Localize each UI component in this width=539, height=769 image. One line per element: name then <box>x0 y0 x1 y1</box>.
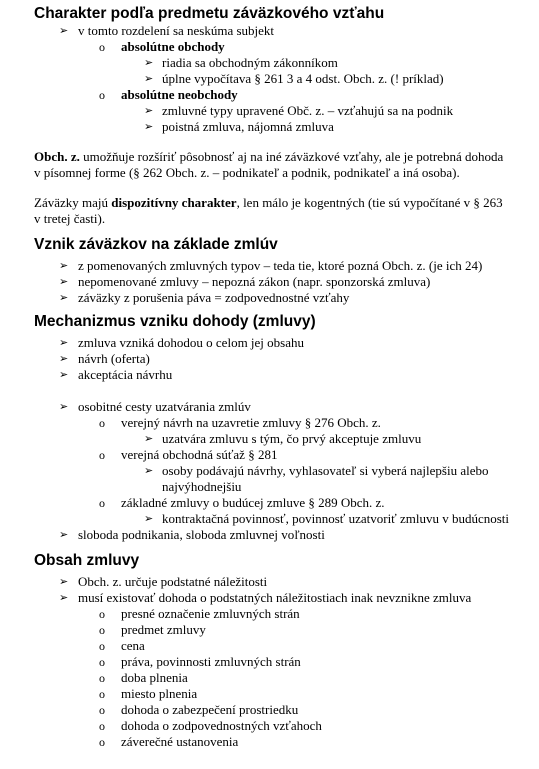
bullet-item: ➢ nepomenované zmluvy – nepozná zákon (napr. sponzorská zmluva) <box>59 274 431 289</box>
bullet-item: ➢ návrh (oferta) <box>59 351 150 366</box>
arrow-bullet-icon: ➢ <box>59 337 69 349</box>
arrow-bullet-icon: ➢ <box>59 369 69 381</box>
circle-bullet-icon: o <box>99 88 105 102</box>
section-heading-character: Charakter podľa predmetu záväzkového vzťahu <box>34 5 385 22</box>
bullet-item: o dohoda o zodpovednostných vzťahoch <box>99 718 322 733</box>
circle-bullet-icon: o <box>99 416 105 430</box>
bullet-item: o miesto plnenia <box>99 686 198 701</box>
arrow-bullet-icon: ➢ <box>59 292 69 304</box>
bullet-item: ➢ kontraktačná povinnosť, povinnosť uzatvoriť zmluvu v budúcnosti <box>144 511 510 526</box>
bullet-item: ➢ Obch. z. určuje podstatné náležitosti <box>59 574 268 589</box>
bullet-item: ➢ zmluva vzniká dohodou o celom jej obsahu <box>59 335 305 350</box>
arrow-bullet-icon: ➢ <box>59 401 69 413</box>
arrow-bullet-icon: ➢ <box>59 529 69 541</box>
bullet-item: ➢ z pomenovaných zmluvných typov – teda tie, ktoré pozná Obch. z. (je ich 24) <box>59 258 483 273</box>
bullet-item: ➢ akceptácia návrhu <box>59 367 173 382</box>
bullet-item: ➢ v tomto rozdelení sa neskúma subjekt <box>59 23 275 38</box>
bullet-item: o verejný návrh na uzavretie zmluvy § 276 Obch. z. <box>99 415 381 430</box>
paragraph-line: v písomnej forme (§ 262 Obch. z. – podnikateľ a podnik, podnikateľ a iná osoba). <box>34 165 460 180</box>
paragraph: Záväzky majú dispozitívny charakter, len málo je kogentných (tie sú vypočítané v § 263 <box>34 195 503 210</box>
bullet-item: ➢ sloboda podnikania, sloboda zmluvnej voľnosti <box>59 527 325 542</box>
circle-bullet-icon: o <box>99 639 105 653</box>
bullet-item: o základné zmluvy o budúcej zmluve § 289 Obch. z. <box>99 495 385 510</box>
circle-bullet-icon: o <box>99 655 105 669</box>
circle-bullet-icon: o <box>99 623 105 637</box>
bullet-item: ➢ osobitné cesty uzatvárania zmlúv <box>59 399 251 414</box>
arrow-bullet-icon: ➢ <box>59 276 69 288</box>
bullet-item: ➢ poistná zmluva, nájomná zmluva <box>144 119 334 134</box>
arrow-bullet-icon: ➢ <box>144 121 154 133</box>
bullet-item: o práva, povinnosti zmluvných strán <box>99 654 301 669</box>
bullet-item: ➢ uzatvára zmluvu s tým, čo prvý akceptuje zmluvu <box>144 431 422 446</box>
paragraph-line: v tretej časti). <box>34 211 106 226</box>
circle-bullet-icon: o <box>99 671 105 685</box>
circle-bullet-icon: o <box>99 496 105 510</box>
bullet-item: ➢ záväzky z porušenia páva = zodpovednostné vzťahy <box>59 290 350 305</box>
arrow-bullet-icon: ➢ <box>59 576 69 588</box>
section-heading-mechanism: Mechanizmus vzniku dohody (zmluvy) <box>34 313 316 330</box>
bullet-item: o záverečné ustanovenia <box>99 734 239 749</box>
arrow-bullet-icon: ➢ <box>144 465 154 477</box>
bullet-item: ➢ úplne vypočítava § 261 3 a 4 odst. Obch. z. (! príklad) <box>144 71 444 86</box>
bullet-item: ➢ osoby podávajú návrhy, vyhlasovateľ si vyberá najlepšiu alebo <box>144 463 489 478</box>
paragraph: Obch. z. umožňuje rozšíriť pôsobnosť aj na iné záväzkové vzťahy, ale je potrebná dohoda <box>34 149 504 164</box>
arrow-bullet-icon: ➢ <box>144 57 154 69</box>
arrow-bullet-icon: ➢ <box>144 433 154 445</box>
arrow-bullet-icon: ➢ <box>59 353 69 365</box>
bullet-item: o dohoda o zabezpečení prostriedku <box>99 702 299 717</box>
bullet-item: ➢ zmluvné typy upravené Obč. z. – vzťahujú sa na podnik <box>144 103 454 118</box>
bullet-item: o predmet zmluvy <box>99 622 206 637</box>
circle-bullet-icon: o <box>99 687 105 701</box>
arrow-bullet-icon: ➢ <box>144 73 154 85</box>
section-heading-content: Obsah zmluvy <box>34 552 140 569</box>
bullet-item: o absolútne obchody <box>99 39 225 54</box>
arrow-bullet-icon: ➢ <box>144 513 154 525</box>
circle-bullet-icon: o <box>99 607 105 621</box>
arrow-bullet-icon: ➢ <box>59 25 69 37</box>
bullet-item: ➢ musí existovať dohoda o podstatných náležitostiach inak nevznikne zmluva <box>59 590 472 605</box>
circle-bullet-icon: o <box>99 703 105 717</box>
bullet-item: ➢ riadia sa obchodným zákonníkom <box>144 55 338 70</box>
section-heading-origin: Vznik záväzkov na základe zmlúv <box>34 236 278 253</box>
bullet-item: o cena <box>99 638 145 653</box>
circle-bullet-icon: o <box>99 40 105 54</box>
circle-bullet-icon: o <box>99 735 105 749</box>
arrow-bullet-icon: ➢ <box>59 592 69 604</box>
bullet-item: o absolútne neobchody <box>99 87 238 102</box>
bullet-item: o doba plnenia <box>99 670 188 685</box>
bullet-item: o presné označenie zmluvných strán <box>99 606 300 621</box>
arrow-bullet-icon: ➢ <box>59 260 69 272</box>
bullet-item-continuation: najvýhodnejšiu <box>162 479 242 494</box>
bullet-item: o verejná obchodná súťaž § 281 <box>99 447 278 462</box>
circle-bullet-icon: o <box>99 719 105 733</box>
circle-bullet-icon: o <box>99 448 105 462</box>
arrow-bullet-icon: ➢ <box>144 105 154 117</box>
